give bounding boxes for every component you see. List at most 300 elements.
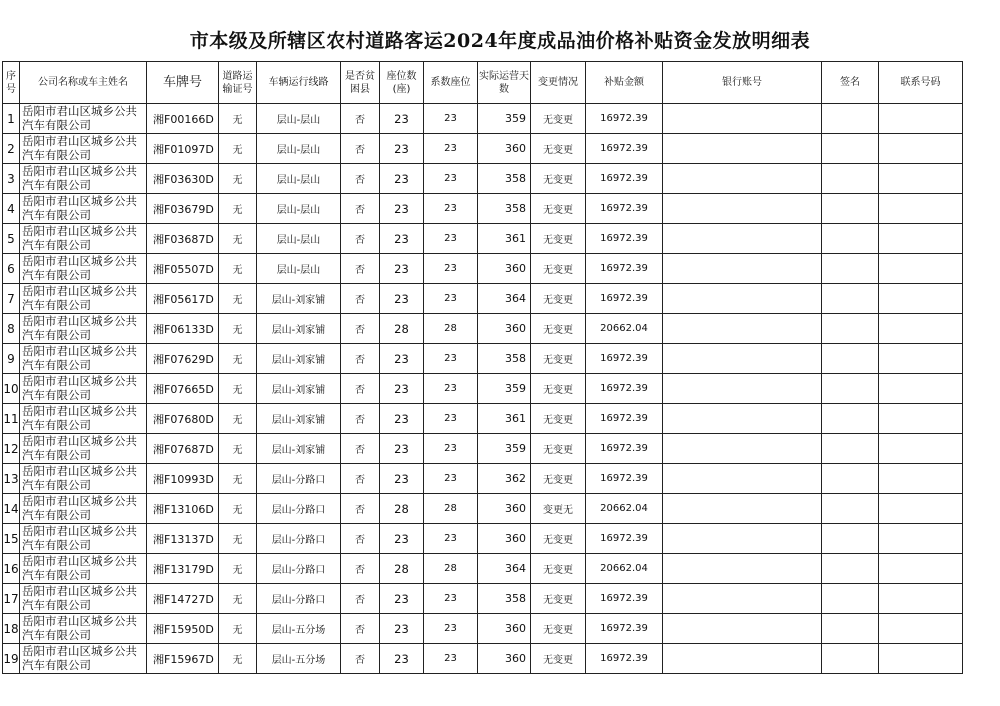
coef-seats-cell: 23 xyxy=(424,524,478,554)
permit-number-cell: 无 xyxy=(219,374,257,404)
table-body xyxy=(3,104,963,674)
bank-account-cell xyxy=(663,584,822,614)
route-cell: 层山-层山 xyxy=(257,224,341,254)
change-status-cell: 无变更 xyxy=(531,254,586,284)
company-name-cell: 岳阳市君山区城乡公共汽车有限公司 xyxy=(20,374,147,404)
change-status-cell: 无变更 xyxy=(531,314,586,344)
bank-account-cell xyxy=(663,494,822,524)
operating-days-cell: 358 xyxy=(478,194,531,224)
header-company: 公司名称或车主姓名 xyxy=(20,62,147,104)
row-index-cell: 17 xyxy=(3,584,20,614)
signature-cell xyxy=(822,584,879,614)
bank-account-cell xyxy=(663,134,822,164)
plate-number-cell: 湘F15967D xyxy=(147,644,219,674)
header-permit: 道路运输证号 xyxy=(219,62,257,104)
coef-seats-cell: 23 xyxy=(424,224,478,254)
row-index-cell: 6 xyxy=(3,254,20,284)
permit-number-cell: 无 xyxy=(219,194,257,224)
row-index-cell: 7 xyxy=(3,284,20,314)
poor-county-cell: 否 xyxy=(341,284,380,314)
company-name-cell: 岳阳市君山区城乡公共汽车有限公司 xyxy=(20,434,147,464)
operating-days-cell: 360 xyxy=(478,134,531,164)
seat-count-cell: 23 xyxy=(380,404,424,434)
table-row xyxy=(3,554,963,584)
table-row xyxy=(3,314,963,344)
signature-cell xyxy=(822,224,879,254)
signature-cell xyxy=(822,314,879,344)
signature-cell xyxy=(822,524,879,554)
company-name-cell: 岳阳市君山区城乡公共汽车有限公司 xyxy=(20,164,147,194)
phone-number-cell xyxy=(879,404,963,434)
row-index-cell: 8 xyxy=(3,314,20,344)
operating-days-cell: 360 xyxy=(478,314,531,344)
row-index-cell: 19 xyxy=(3,644,20,674)
table-row xyxy=(3,224,963,254)
poor-county-cell: 否 xyxy=(341,584,380,614)
plate-number-cell: 湘F13106D xyxy=(147,494,219,524)
phone-number-cell xyxy=(879,614,963,644)
table-row xyxy=(3,164,963,194)
signature-cell xyxy=(822,284,879,314)
permit-number-cell: 无 xyxy=(219,314,257,344)
coef-seats-cell: 28 xyxy=(424,494,478,524)
phone-number-cell xyxy=(879,554,963,584)
row-index-cell: 11 xyxy=(3,404,20,434)
subsidy-amount-cell: 16972.39 xyxy=(586,194,663,224)
plate-number-cell: 湘F06133D xyxy=(147,314,219,344)
plate-number-cell: 湘F03630D xyxy=(147,164,219,194)
signature-cell xyxy=(822,104,879,134)
bank-account-cell xyxy=(663,314,822,344)
header-poor-county: 是否贫困县 xyxy=(341,62,380,104)
operating-days-cell: 362 xyxy=(478,464,531,494)
permit-number-cell: 无 xyxy=(219,614,257,644)
subsidy-amount-cell: 16972.39 xyxy=(586,224,663,254)
operating-days-cell: 364 xyxy=(478,554,531,584)
phone-number-cell xyxy=(879,434,963,464)
signature-cell xyxy=(822,644,879,674)
permit-number-cell: 无 xyxy=(219,644,257,674)
operating-days-cell: 360 xyxy=(478,254,531,284)
coef-seats-cell: 23 xyxy=(424,254,478,284)
header-route: 车辆运行线路 xyxy=(257,62,341,104)
route-cell: 层山-刘家铺 xyxy=(257,374,341,404)
company-name-cell: 岳阳市君山区城乡公共汽车有限公司 xyxy=(20,284,147,314)
permit-number-cell: 无 xyxy=(219,524,257,554)
seat-count-cell: 28 xyxy=(380,314,424,344)
bank-account-cell xyxy=(663,344,822,374)
change-status-cell: 无变更 xyxy=(531,344,586,374)
row-index-cell: 12 xyxy=(3,434,20,464)
phone-number-cell xyxy=(879,284,963,314)
bank-account-cell xyxy=(663,524,822,554)
coef-seats-cell: 23 xyxy=(424,344,478,374)
operating-days-cell: 361 xyxy=(478,224,531,254)
phone-number-cell xyxy=(879,164,963,194)
header-bank: 银行账号 xyxy=(663,62,822,104)
company-name-cell: 岳阳市君山区城乡公共汽车有限公司 xyxy=(20,524,147,554)
poor-county-cell: 否 xyxy=(341,344,380,374)
poor-county-cell: 否 xyxy=(341,494,380,524)
seat-count-cell: 23 xyxy=(380,284,424,314)
signature-cell xyxy=(822,614,879,644)
bank-account-cell xyxy=(663,614,822,644)
permit-number-cell: 无 xyxy=(219,284,257,314)
permit-number-cell: 无 xyxy=(219,434,257,464)
company-name-cell: 岳阳市君山区城乡公共汽车有限公司 xyxy=(20,104,147,134)
coef-seats-cell: 28 xyxy=(424,314,478,344)
header-row xyxy=(3,62,963,104)
seat-count-cell: 23 xyxy=(380,464,424,494)
phone-number-cell xyxy=(879,344,963,374)
phone-number-cell xyxy=(879,584,963,614)
phone-number-cell xyxy=(879,644,963,674)
table-row xyxy=(3,404,963,434)
subsidy-amount-cell: 16972.39 xyxy=(586,434,663,464)
permit-number-cell: 无 xyxy=(219,134,257,164)
row-index-cell: 16 xyxy=(3,554,20,584)
change-status-cell: 无变更 xyxy=(531,464,586,494)
change-status-cell: 无变更 xyxy=(531,194,586,224)
poor-county-cell: 否 xyxy=(341,254,380,284)
permit-number-cell: 无 xyxy=(219,164,257,194)
permit-number-cell: 无 xyxy=(219,404,257,434)
subsidy-amount-cell: 16972.39 xyxy=(586,584,663,614)
coef-seats-cell: 23 xyxy=(424,614,478,644)
bank-account-cell xyxy=(663,554,822,584)
seat-count-cell: 23 xyxy=(380,224,424,254)
header-seats: 座位数(座) xyxy=(380,62,424,104)
table-row xyxy=(3,494,963,524)
plate-number-cell: 湘F03687D xyxy=(147,224,219,254)
company-name-cell: 岳阳市君山区城乡公共汽车有限公司 xyxy=(20,554,147,584)
change-status-cell: 变更无 xyxy=(531,494,586,524)
route-cell: 层山-刘家铺 xyxy=(257,284,341,314)
route-cell: 层山-层山 xyxy=(257,134,341,164)
signature-cell xyxy=(822,254,879,284)
header-change: 变更情况 xyxy=(531,62,586,104)
route-cell: 层山-刘家铺 xyxy=(257,344,341,374)
row-index-cell: 3 xyxy=(3,164,20,194)
table-row xyxy=(3,614,963,644)
coef-seats-cell: 23 xyxy=(424,104,478,134)
subsidy-amount-cell: 16972.39 xyxy=(586,164,663,194)
seat-count-cell: 28 xyxy=(380,554,424,584)
route-cell: 层山-分路口 xyxy=(257,584,341,614)
coef-seats-cell: 23 xyxy=(424,464,478,494)
poor-county-cell: 否 xyxy=(341,524,380,554)
route-cell: 层山-刘家铺 xyxy=(257,404,341,434)
operating-days-cell: 358 xyxy=(478,344,531,374)
change-status-cell: 无变更 xyxy=(531,614,586,644)
subsidy-amount-cell: 16972.39 xyxy=(586,374,663,404)
bank-account-cell xyxy=(663,284,822,314)
route-cell: 层山-刘家铺 xyxy=(257,434,341,464)
seat-count-cell: 23 xyxy=(380,164,424,194)
company-name-cell: 岳阳市君山区城乡公共汽车有限公司 xyxy=(20,134,147,164)
permit-number-cell: 无 xyxy=(219,224,257,254)
coef-seats-cell: 23 xyxy=(424,404,478,434)
signature-cell xyxy=(822,434,879,464)
operating-days-cell: 360 xyxy=(478,524,531,554)
poor-county-cell: 否 xyxy=(341,554,380,584)
bank-account-cell xyxy=(663,254,822,284)
plate-number-cell: 湘F13179D xyxy=(147,554,219,584)
operating-days-cell: 361 xyxy=(478,404,531,434)
coef-seats-cell: 23 xyxy=(424,134,478,164)
subsidy-amount-cell: 16972.39 xyxy=(586,404,663,434)
signature-cell xyxy=(822,374,879,404)
table-row xyxy=(3,104,963,134)
seat-count-cell: 23 xyxy=(380,434,424,464)
subsidy-amount-cell: 16972.39 xyxy=(586,134,663,164)
operating-days-cell: 360 xyxy=(478,644,531,674)
route-cell: 层山-分路口 xyxy=(257,494,341,524)
table-row xyxy=(3,374,963,404)
signature-cell xyxy=(822,344,879,374)
subsidy-amount-cell: 16972.39 xyxy=(586,104,663,134)
poor-county-cell: 否 xyxy=(341,464,380,494)
coef-seats-cell: 23 xyxy=(424,374,478,404)
subsidy-amount-cell: 16972.39 xyxy=(586,524,663,554)
permit-number-cell: 无 xyxy=(219,554,257,584)
bank-account-cell xyxy=(663,224,822,254)
coef-seats-cell: 23 xyxy=(424,284,478,314)
header-sign: 签名 xyxy=(822,62,879,104)
subsidy-amount-cell: 20662.04 xyxy=(586,494,663,524)
subsidy-amount-cell: 16972.39 xyxy=(586,344,663,374)
plate-number-cell: 湘F13137D xyxy=(147,524,219,554)
change-status-cell: 无变更 xyxy=(531,584,586,614)
phone-number-cell xyxy=(879,134,963,164)
operating-days-cell: 358 xyxy=(478,584,531,614)
phone-number-cell xyxy=(879,524,963,554)
plate-number-cell: 湘F05617D xyxy=(147,284,219,314)
plate-number-cell: 湘F07629D xyxy=(147,344,219,374)
change-status-cell: 无变更 xyxy=(531,224,586,254)
poor-county-cell: 否 xyxy=(341,374,380,404)
seat-count-cell: 23 xyxy=(380,374,424,404)
coef-seats-cell: 23 xyxy=(424,434,478,464)
table-row xyxy=(3,134,963,164)
row-index-cell: 4 xyxy=(3,194,20,224)
row-index-cell: 18 xyxy=(3,614,20,644)
table-row xyxy=(3,254,963,284)
company-name-cell: 岳阳市君山区城乡公共汽车有限公司 xyxy=(20,344,147,374)
subsidy-amount-cell: 20662.04 xyxy=(586,554,663,584)
table-row xyxy=(3,194,963,224)
plate-number-cell: 湘F15950D xyxy=(147,614,219,644)
company-name-cell: 岳阳市君山区城乡公共汽车有限公司 xyxy=(20,494,147,524)
permit-number-cell: 无 xyxy=(219,494,257,524)
subsidy-amount-cell: 20662.04 xyxy=(586,314,663,344)
poor-county-cell: 否 xyxy=(341,194,380,224)
subsidy-amount-cell: 16972.39 xyxy=(586,614,663,644)
company-name-cell: 岳阳市君山区城乡公共汽车有限公司 xyxy=(20,194,147,224)
route-cell: 层山-层山 xyxy=(257,254,341,284)
change-status-cell: 无变更 xyxy=(531,644,586,674)
change-status-cell: 无变更 xyxy=(531,554,586,584)
header-phone: 联系号码 xyxy=(879,62,963,104)
operating-days-cell: 359 xyxy=(478,434,531,464)
seat-count-cell: 28 xyxy=(380,494,424,524)
operating-days-cell: 360 xyxy=(478,614,531,644)
signature-cell xyxy=(822,134,879,164)
change-status-cell: 无变更 xyxy=(531,164,586,194)
permit-number-cell: 无 xyxy=(219,584,257,614)
phone-number-cell xyxy=(879,314,963,344)
row-index-cell: 13 xyxy=(3,464,20,494)
route-cell: 层山-分路口 xyxy=(257,524,341,554)
route-cell: 层山-分路口 xyxy=(257,464,341,494)
company-name-cell: 岳阳市君山区城乡公共汽车有限公司 xyxy=(20,224,147,254)
table-row xyxy=(3,644,963,674)
permit-number-cell: 无 xyxy=(219,254,257,284)
poor-county-cell: 否 xyxy=(341,644,380,674)
signature-cell xyxy=(822,494,879,524)
change-status-cell: 无变更 xyxy=(531,134,586,164)
change-status-cell: 无变更 xyxy=(531,284,586,314)
phone-number-cell xyxy=(879,494,963,524)
phone-number-cell xyxy=(879,224,963,254)
route-cell: 层山-层山 xyxy=(257,104,341,134)
company-name-cell: 岳阳市君山区城乡公共汽车有限公司 xyxy=(20,464,147,494)
plate-number-cell: 湘F03679D xyxy=(147,194,219,224)
plate-number-cell: 湘F00166D xyxy=(147,104,219,134)
route-cell: 层山-刘家铺 xyxy=(257,314,341,344)
coef-seats-cell: 23 xyxy=(424,584,478,614)
table-row xyxy=(3,524,963,554)
plate-number-cell: 湘F07665D xyxy=(147,374,219,404)
table-row xyxy=(3,584,963,614)
seat-count-cell: 23 xyxy=(380,524,424,554)
company-name-cell: 岳阳市君山区城乡公共汽车有限公司 xyxy=(20,254,147,284)
signature-cell xyxy=(822,554,879,584)
subsidy-amount-cell: 16972.39 xyxy=(586,284,663,314)
coef-seats-cell: 23 xyxy=(424,194,478,224)
seat-count-cell: 23 xyxy=(380,344,424,374)
plate-number-cell: 湘F10993D xyxy=(147,464,219,494)
header-plate: 车牌号 xyxy=(147,62,219,104)
change-status-cell: 无变更 xyxy=(531,524,586,554)
coef-seats-cell: 28 xyxy=(424,554,478,584)
subsidy-amount-cell: 16972.39 xyxy=(586,644,663,674)
row-index-cell: 10 xyxy=(3,374,20,404)
operating-days-cell: 359 xyxy=(478,374,531,404)
permit-number-cell: 无 xyxy=(219,104,257,134)
company-name-cell: 岳阳市君山区城乡公共汽车有限公司 xyxy=(20,614,147,644)
plate-number-cell: 湘F05507D xyxy=(147,254,219,284)
bank-account-cell xyxy=(663,434,822,464)
row-index-cell: 14 xyxy=(3,494,20,524)
bank-account-cell xyxy=(663,194,822,224)
seat-count-cell: 23 xyxy=(380,584,424,614)
bank-account-cell xyxy=(663,164,822,194)
seat-count-cell: 23 xyxy=(380,614,424,644)
phone-number-cell xyxy=(879,374,963,404)
subsidy-amount-cell: 16972.39 xyxy=(586,464,663,494)
header-amount: 补贴金额 xyxy=(586,62,663,104)
bank-account-cell xyxy=(663,464,822,494)
row-index-cell: 5 xyxy=(3,224,20,254)
poor-county-cell: 否 xyxy=(341,614,380,644)
route-cell: 层山-五分场 xyxy=(257,614,341,644)
route-cell: 层山-五分场 xyxy=(257,644,341,674)
row-index-cell: 15 xyxy=(3,524,20,554)
seat-count-cell: 23 xyxy=(380,134,424,164)
table-row xyxy=(3,464,963,494)
phone-number-cell xyxy=(879,464,963,494)
operating-days-cell: 358 xyxy=(478,164,531,194)
header-coef-seats: 系数座位 xyxy=(424,62,478,104)
poor-county-cell: 否 xyxy=(341,404,380,434)
phone-number-cell xyxy=(879,194,963,224)
route-cell: 层山-层山 xyxy=(257,194,341,224)
header-days: 实际运营天数 xyxy=(478,62,531,104)
seat-count-cell: 23 xyxy=(380,104,424,134)
change-status-cell: 无变更 xyxy=(531,434,586,464)
bank-account-cell xyxy=(663,374,822,404)
seat-count-cell: 23 xyxy=(380,254,424,284)
row-index-cell: 9 xyxy=(3,344,20,374)
page-title: 市本级及所辖区农村道路客运2024年度成品油价格补贴资金发放明细表 xyxy=(189,30,811,52)
row-index-cell: 1 xyxy=(3,104,20,134)
poor-county-cell: 否 xyxy=(341,104,380,134)
change-status-cell: 无变更 xyxy=(531,374,586,404)
phone-number-cell xyxy=(879,254,963,284)
operating-days-cell: 359 xyxy=(478,104,531,134)
table-row xyxy=(3,344,963,374)
poor-county-cell: 否 xyxy=(341,224,380,254)
plate-number-cell: 湘F01097D xyxy=(147,134,219,164)
signature-cell xyxy=(822,164,879,194)
plate-number-cell: 湘F07680D xyxy=(147,404,219,434)
company-name-cell: 岳阳市君山区城乡公共汽车有限公司 xyxy=(20,644,147,674)
poor-county-cell: 否 xyxy=(341,134,380,164)
poor-county-cell: 否 xyxy=(341,314,380,344)
company-name-cell: 岳阳市君山区城乡公共汽车有限公司 xyxy=(20,584,147,614)
permit-number-cell: 无 xyxy=(219,344,257,374)
signature-cell xyxy=(822,464,879,494)
poor-county-cell: 否 xyxy=(341,164,380,194)
bank-account-cell xyxy=(663,404,822,434)
operating-days-cell: 364 xyxy=(478,284,531,314)
poor-county-cell: 否 xyxy=(341,434,380,464)
phone-number-cell xyxy=(879,104,963,134)
company-name-cell: 岳阳市君山区城乡公共汽车有限公司 xyxy=(20,404,147,434)
route-cell: 层山-层山 xyxy=(257,164,341,194)
seat-count-cell: 23 xyxy=(380,194,424,224)
signature-cell xyxy=(822,404,879,434)
header-index: 序号 xyxy=(3,62,20,104)
coef-seats-cell: 23 xyxy=(424,164,478,194)
seat-count-cell: 23 xyxy=(380,644,424,674)
row-index-cell: 2 xyxy=(3,134,20,164)
company-name-cell: 岳阳市君山区城乡公共汽车有限公司 xyxy=(20,314,147,344)
bank-account-cell xyxy=(663,644,822,674)
plate-number-cell: 湘F07687D xyxy=(147,434,219,464)
subsidy-amount-cell: 16972.39 xyxy=(586,254,663,284)
subsidy-table xyxy=(2,61,963,674)
signature-cell xyxy=(822,194,879,224)
permit-number-cell: 无 xyxy=(219,464,257,494)
change-status-cell: 无变更 xyxy=(531,404,586,434)
table-row xyxy=(3,284,963,314)
table-row xyxy=(3,434,963,464)
coef-seats-cell: 23 xyxy=(424,644,478,674)
route-cell: 层山-分路口 xyxy=(257,554,341,584)
plate-number-cell: 湘F14727D xyxy=(147,584,219,614)
